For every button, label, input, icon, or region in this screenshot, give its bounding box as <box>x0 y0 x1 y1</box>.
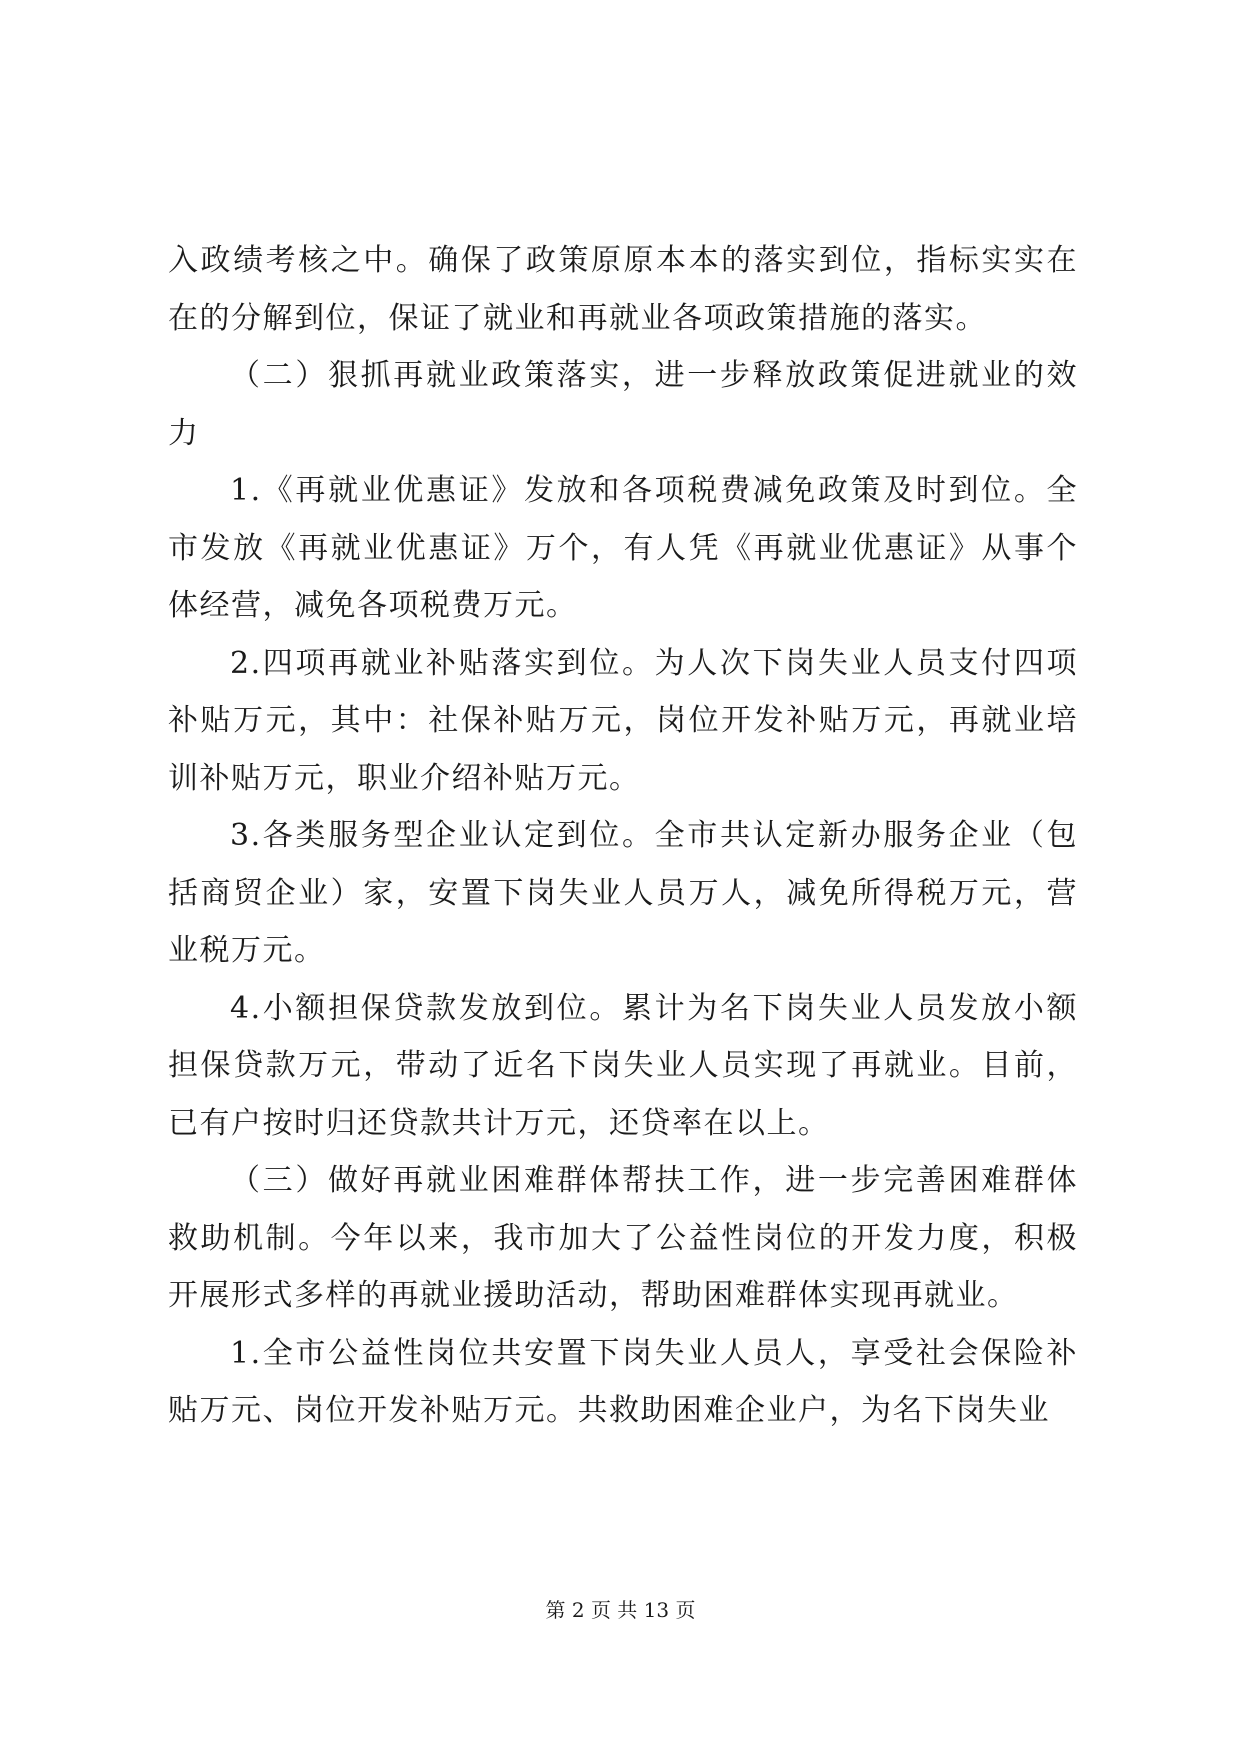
paragraph: 1.全市公益性岗位共安置下岗失业人员人，享受社会保险补贴万元、岗位开发补贴万元。共救助困难企业户，为名下岗失业 <box>168 1335 1078 1428</box>
section-heading-3: （三）做好再就业困难群体帮扶工作，进一步完善困难群体救助机制。今年以来，我市加大了公益性岗位的开发力度，积极开展形式多样的再就业援助活动，帮助困难群体实现再就业。 <box>168 1163 1078 1313</box>
paragraph: 1.《再就业优惠证》发放和各项税费减免政策及时到位。全市发放《再就业优惠证》万个，有人凭《再就业优惠证》从事个体经营，减免各项税费万元。 <box>168 473 1078 623</box>
document-body <box>168 232 1078 1440</box>
paragraph: 入政绩考核之中。确保了政策原原本本的落实到位，指标实实在在的分解到位，保证了就业和再就业各项政策措施的落实。 <box>168 243 1078 336</box>
section-heading-2: （二）狠抓再就业政策落实，进一步释放政策促进就业的效力 <box>168 358 1078 451</box>
page-number-footer: 第 2 页 共 13 页 <box>545 1598 696 1622</box>
paragraph: 3.各类服务型企业认定到位。全市共认定新办服务企业（包括商贸企业）家，安置下岗失业人员万人，减免所得税万元，营业税万元。 <box>168 818 1078 968</box>
paragraph: 2.四项再就业补贴落实到位。为人次下岗失业人员支付四项补贴万元，其中：社保补贴万元，岗位开发补贴万元，再就业培训补贴万元，职业介绍补贴万元。 <box>168 645 1078 796</box>
paragraph: 4.小额担保贷款发放到位。累计为名下岗失业人员发放小额担保贷款万元，带动了近名下岗失业人员实现了再就业。目前，已有户按时归还贷款共计万元，还贷率在以上。 <box>168 990 1078 1141</box>
